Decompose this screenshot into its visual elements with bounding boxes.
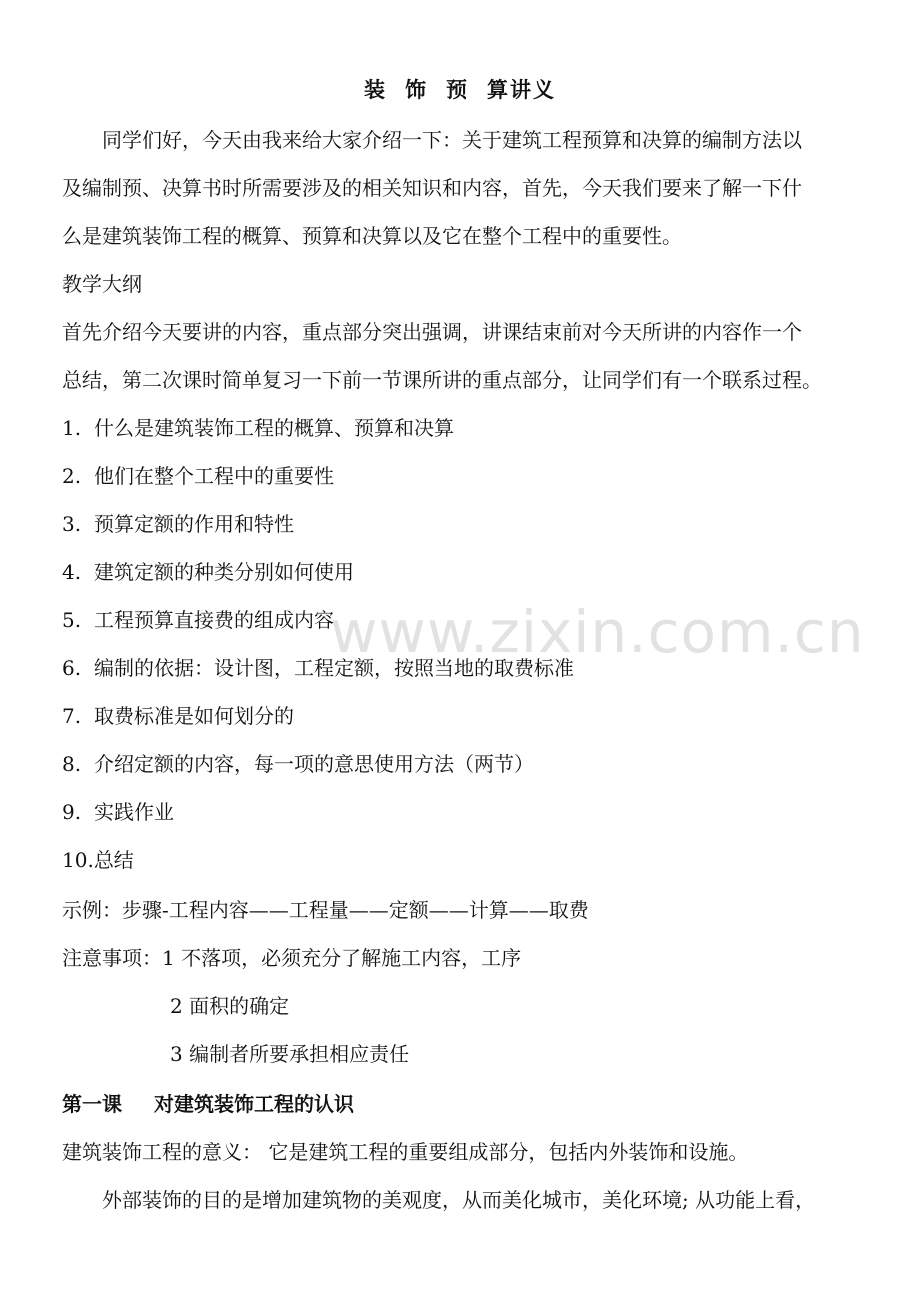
outline-item (62, 558, 864, 586)
note-item: 1 不落项，必须充分了解施工内容，工序 (162, 946, 522, 970)
item-number: 9. (62, 800, 82, 824)
outline-item (62, 750, 864, 778)
item-text: 总结 (93, 848, 134, 872)
lesson-title: 对建筑装饰工程的认识 (154, 1092, 354, 1116)
item-text: 建筑定额的种类分别如何使用 (94, 560, 354, 584)
intro-line: 同学们好，今天由我来给大家介绍一下：关于建筑工程预算和决算的编制方法以 (102, 128, 802, 152)
note-item: 3 编制者所要承担相应责任 (170, 1042, 410, 1066)
outline-item (62, 606, 864, 634)
item-number: 10. (62, 848, 94, 872)
title-char: 预 (446, 78, 469, 102)
example-line: 示例：步骤-工程内容——工程量——定额——计算——取费 (62, 898, 589, 922)
lesson-heading (62, 1090, 864, 1118)
outline-item (62, 414, 864, 442)
intro-line: 么是建筑装饰工程的概算、预算和决算以及它在整个工程中的重要性。 (62, 224, 682, 248)
intro-line: 及编制预、决算书时所需要涉及的相关知识和内容，首先，今天我们要来了解一下什 (62, 176, 802, 200)
outline-item (62, 462, 864, 490)
outline-item (62, 510, 864, 538)
item-number: 7. (62, 704, 82, 728)
item-text: 介绍定额的内容，每一项的意思使用方法（两节） (94, 752, 534, 776)
item-number: 8. (62, 752, 82, 776)
body-line: 外部装饰的目的是增加建筑物的美观度，从而美化城市，美化环境; 从功能上看， (102, 1188, 816, 1212)
item-number: 3. (62, 512, 82, 536)
outline-item (62, 846, 864, 874)
title-char: 装 (364, 78, 387, 102)
item-number: 1. (62, 416, 82, 440)
item-number: 6. (62, 656, 82, 680)
item-number: 2. (62, 464, 82, 488)
item-text: 工程预算直接费的组成内容 (94, 608, 334, 632)
outline-item (62, 798, 864, 826)
outline-item (62, 654, 864, 682)
title-char: 算讲义 (487, 78, 556, 102)
item-text: 编制的依据：设计图，工程定额，按照当地的取费标准 (94, 656, 574, 680)
item-text: 他们在整个工程中的重要性 (94, 464, 334, 488)
outline-desc-line: 首先介绍今天要讲的内容，重点部分突出强调，讲课结束前对今天所讲的内容作一个 (62, 320, 802, 344)
item-number: 4. (62, 560, 82, 584)
outline-item (62, 702, 864, 730)
note-item: 2 面积的确定 (170, 994, 290, 1018)
notes-line (62, 944, 864, 972)
item-number: 5. (62, 608, 82, 632)
item-text: 实践作业 (94, 800, 174, 824)
title-char: 饰 (405, 78, 428, 102)
lesson-number: 第一课 (62, 1092, 122, 1116)
item-text: 什么是建筑装饰工程的概算、预算和决算 (94, 416, 454, 440)
outline-heading: 教学大纲 (62, 272, 142, 296)
item-text: 取费标准是如何划分的 (94, 704, 294, 728)
outline-desc-line: 总结，第二次课时简单复习一下前一节课所讲的重点部分，让同学们有一个联系过程。 (62, 368, 822, 392)
item-text: 预算定额的作用和特性 (94, 512, 294, 536)
notes-label: 注意事项： (62, 946, 162, 970)
watermark: www.zixin.com.cn (330, 598, 865, 666)
document-title (0, 76, 920, 104)
meaning-line: 建筑装饰工程的意义： 它是建筑工程的重要组成部分，包括内外装饰和设施。 (62, 1140, 749, 1164)
